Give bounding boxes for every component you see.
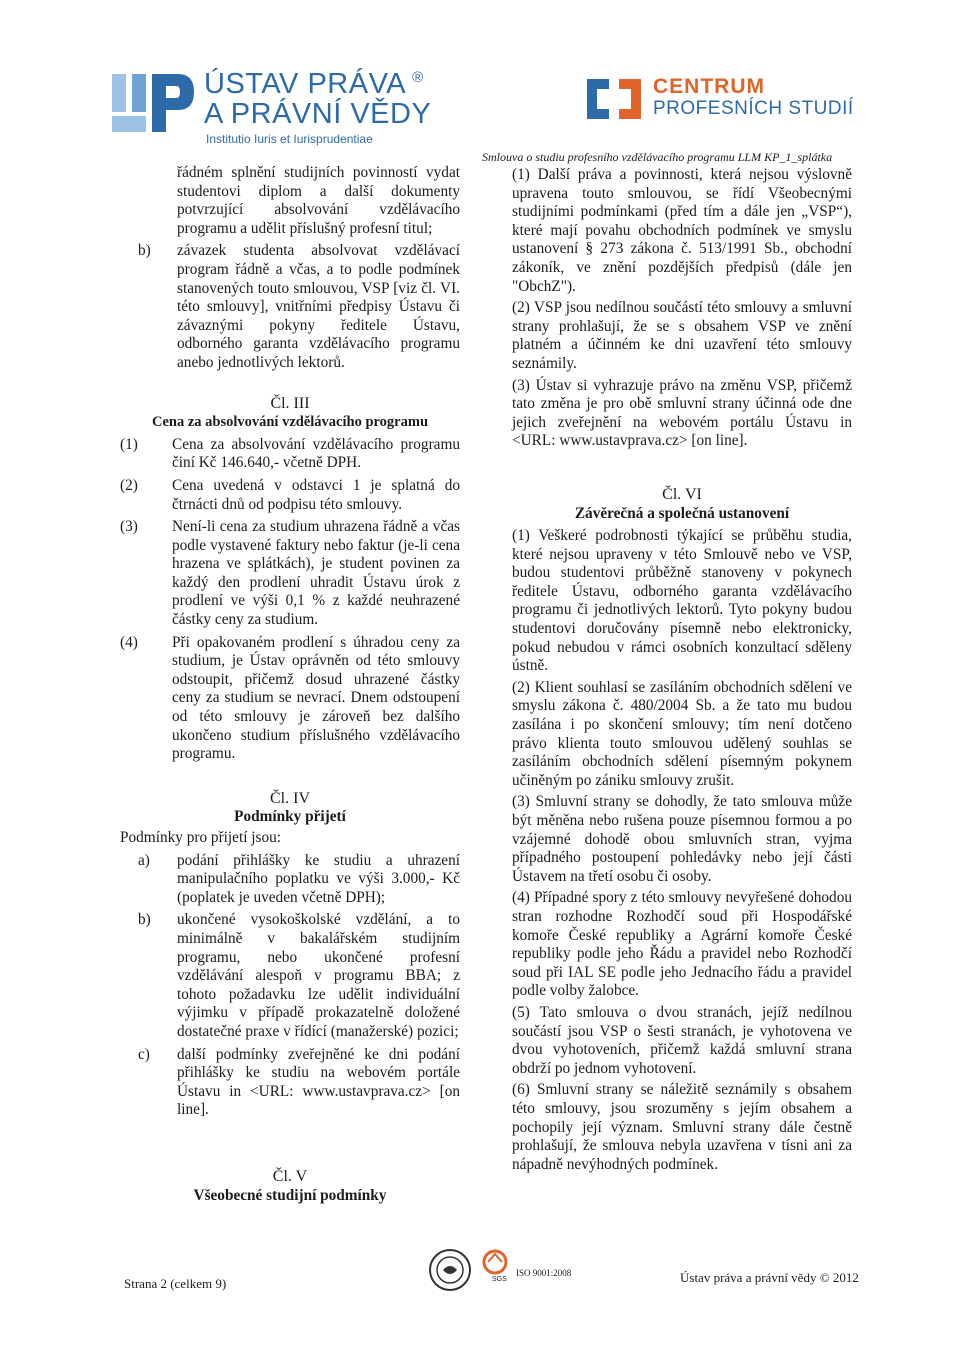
up-monogram-icon [112,70,196,134]
article-3-number: Čl. III [270,394,310,412]
list-item [120,634,460,764]
item-text: ukončené vysokoškolské vzdělání, a to minimálně v bakalářském studijním programu, nebo ukončené profesní vzdělávání alespoň v programu BBA; z tohoto požadavku lze udělit individuální výjimku v případě prokazatelně doložené dostatečné praxe v řídící (manažerské) pozici; [177,911,460,1040]
copyright: Ústav práva a právní vědy © 2012 [680,1270,859,1285]
paragraph: (2) VSP jsou nedílnou součástí této smlouvy a smluvní strany prohlašují, že se s obsahem VSP ve znění platném a účinném ke dni uzavření této smlouvy seznámily. [512,299,852,372]
article-3-title: Cena za absolvování vzdělávacího programu [151,414,429,431]
item-text: podání přihlášky ke studiu a uhrazení manipulačního poplatku ve výši 3.000,- Kč (poplatek je uveden včetně DPH); [177,851,460,906]
list-item [120,911,460,1041]
running-head: Smlouva o studiu profesního vzdělávacího programu LLM KP_1_splátka [482,150,833,164]
list-item [120,518,460,630]
item-text: závazek studenta absolvovat vzdělávací program řádně a včas, a to podle podmínek stanovených touto smlouvou, VSP [viz čl. VI. této smlouvy], vnitřními předpisy Ústavu či závaznými pokyny ředitele Ústavu, odborného garanta vzdělávacího programu anebo jednotlivých lektorů. [177,242,460,371]
article-4-number: Čl. IV [270,789,310,807]
item-marker: c) [138,1045,150,1063]
certification-marks [428,1248,598,1292]
centrum-bracket-icon [585,75,645,123]
item-text: Cena uvedená v odstavci 1 je splatná do čtrnácti dnů od podpisu této smlouvy. [172,476,460,513]
centrum-logo [585,75,875,125]
list-item [120,242,460,372]
list-item [120,852,460,908]
paragraph: (3) Ústav si vyhrazuje právo na změnu VSP, přičemž tato změna je pro obě smluvní strany účinná ode dne jejich zveřejnění na webovém portálu Ústavu in <URL: www.ustavprava.cz> [on line]. [512,376,852,450]
list-item [120,477,460,514]
article-4-title: Podmínky přijetí [234,808,346,826]
paragraph: (2) Klient souhlasí se zasíláním obchodních sdělení ve smyslu zákona č. 480/2004 Sb. a že tato mu budou zasílána i po skončení smlouvy; tím není dotčeno právo klienta touto smlouvou udělený souhlas se zasíláním obchodních sdělení písemným pokynem učiněným po zániku smlouvy zrušit. [512,678,852,789]
paragraph: (4) Případné spory z této smlouvy nevyřešené dohodou stran rozhodne Rozhodčí soud při Hospodářské komoře České republiky a Agrární komoře České republiky podle jeho Řádu a pravidel nebo Rozhodčí soud při IAL SE podle jeho Jednacího řádu a pravidel podle volby žalobce. [512,889,852,1000]
article-4-intro: Podmínky pro přijetí jsou: [120,829,282,846]
article-5-number: Čl. V [272,1167,308,1185]
centrum-line2: PROFESNÍCH STUDIÍ [653,98,854,119]
right-column [512,166,852,1177]
certification-seal-icon [428,1248,472,1292]
item-marker: (3) [120,518,138,536]
left-column [120,164,460,1205]
item-marker: (4) [120,633,138,651]
article-5-title: Všeobecné studijní podmínky [193,1186,387,1204]
article-6-title: Závěrečná a společná ustanovení [574,504,790,522]
centrum-line1: CENTRUM [653,75,765,98]
item-marker: (2) [120,476,138,494]
logo-title-line1: ÚSTAV PRÁVA ® [204,68,424,100]
item-marker: b) [138,242,151,260]
sgs-label: SGS [492,1276,507,1283]
paragraph: (3) Smluvní strany se dohodly, že tato smlouva může být měněna nebo rušena pouze písemnou formou a po vzájemné dohodě obou smluvních stran, vyjma případného postoupení pohledávky nebo její části Ústavem na třetí osobu či osoby. [512,793,852,885]
paragraph: (1) Veškeré podrobnosti týkající se průběhu studia, které nejsou upraveny v této Smlouvě nebo ve VSP, budou studentovi průběžně stanoveny v pokynech ředitele Ústavu, odborného garanta vzdělávacího programu či jednotlivých lektorů. Tyto pokyny budou studentovi doručovány písemně nebo elektronicky, pokud nebudou v rámci osobních konzultací sděleny ústně. [512,527,852,675]
list-item [120,436,460,473]
item-text: Není-li cena za studium uhrazena řádně a včas podle vystavené faktury nebo faktur (je-li cena hrazena ve splátkách), je student povinen za každý den prodlení uhradit Ústavu úrok z prodlení ve výši 0,1 % z každé neuhrazené částky ceny za studium. [172,518,460,629]
paragraph: (1) Další práva a povinnosti, která nejsou výslovně upravena touto smlouvou, se řídí Všeobecnými studijními podmínkami (před tím a dále jen „VSP“), které mají povahu obchodních podmínek ve smyslu ustanovení § 273 zákona č. 513/1991 Sb., obchodní zákoník, ve znění pozdějších předpisů (dále jen "ObchZ"). [512,166,852,295]
logo-subtitle: Institutio Iuris et Iurisprudentiae [206,132,373,146]
paragraph: (6) Smluvní strany se náležitě seznámily s obsahem této smlouvy, jsou srozuměny s jejím obsahem a pochopily její význam. Smluvní strany dále čestně prohlašují, že smlouva nebyla uzavřena v tísni ani za nápadně nevýhodných podmínek. [512,1081,852,1173]
item-marker: b) [138,911,151,929]
page-number: Strana 2 (celkem 9) [124,1276,227,1291]
item-marker: a) [138,851,150,869]
iso-label: ISO 9001:2008 [516,1268,572,1278]
ustav-prava-logo [112,60,432,146]
item-text: další podmínky zveřejněné ke dni podání přihlášky ke studiu na webovém portále Ústavu in <URL: www.ustavprava.cz> [on line]. [177,1045,460,1119]
item-marker: (1) [120,435,138,453]
item-text: Cena za absolvování vzdělávacího programu činí Kč 146.640,- včetně DPH. [172,435,460,472]
list-item [120,1046,460,1120]
sgs-logo-icon [478,1248,512,1278]
item-text: Při opakovaném prodlení s úhradou ceny za studium, je Ústav oprávněn od této smlouvy odstoupit, přičemž dosud uhrazené částky ceny za studium se nevrací. Dnem odstoupení od této smlouvy je zároveň bez dalšího ukončeno studium příslušného vzdělávacího programu. [172,633,460,763]
article-6-number: Čl. VI [662,485,702,503]
paragraph: (5) Tato smlouva o dvou stranách, jejíž nedílnou součástí jsou VSP o šesti stranách, je vyhotovena ve dvou vyhotoveních, přičemž každá smluvní strana obdrží po jednom vyhotovení. [512,1003,852,1077]
logo-title-line2: A PRÁVNÍ VĚDY [204,98,432,130]
intro-paragraph: řádném splnění studijních povinností vydat studentovi diplom a další dokumenty potvrzující absolvování vzdělávacího programu a udělit příslušný profesní titul; [177,164,460,237]
